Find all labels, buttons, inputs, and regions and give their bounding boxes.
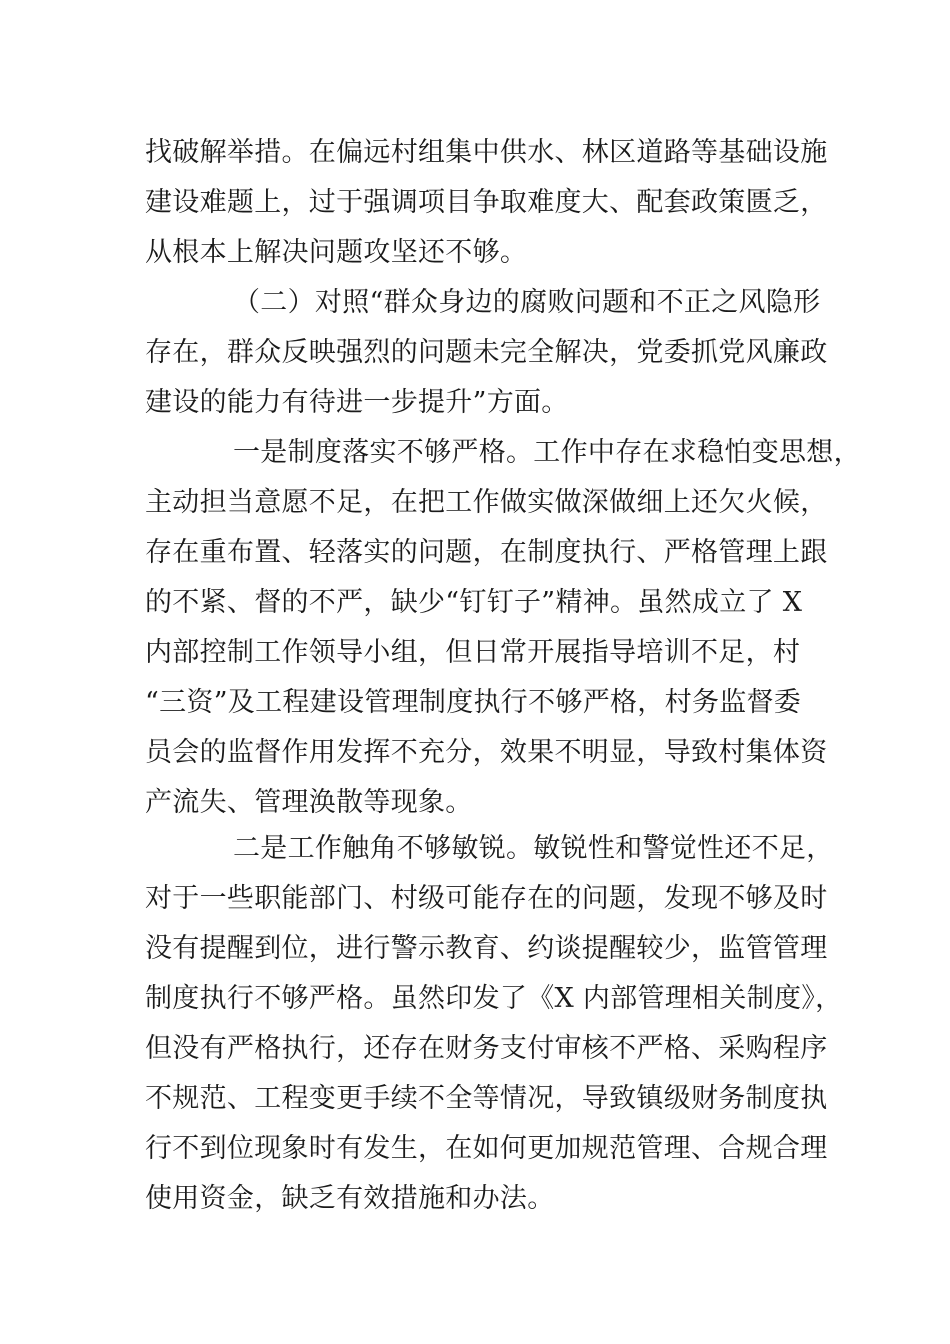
text-line: 建设的能力有待进一步提升”方面。 xyxy=(145,387,569,418)
text-line: 主动担当意愿不足，在把工作做实做深做细上还欠火候， xyxy=(145,487,828,518)
section-heading-line: （二）对照“群众身边的腐败问题和不正之风隐形 xyxy=(233,287,821,318)
paragraph-start-line: 二是工作触角不够敏锐。敏锐性和警觉性还不足， xyxy=(233,833,834,864)
text-line: 使用资金，缺乏有效措施和办法。 xyxy=(145,1183,555,1214)
text-line: 的不紧、督的不严，缺少“钉钉子”精神。虽然成立了 X xyxy=(145,587,803,618)
text-line: 不规范、工程变更手续不全等情况，导致镇级财务制度执 xyxy=(145,1083,828,1114)
text-line: 对于一些职能部门、村级可能存在的问题，发现不够及时 xyxy=(145,883,828,914)
text-line: 产流失、管理涣散等现象。 xyxy=(145,787,473,818)
text-line: 内部控制工作领导小组，但日常开展指导培训不足，村 xyxy=(145,637,801,668)
text-line: “三资”及工程建设管理制度执行不够严格，村务监督委 xyxy=(145,687,802,718)
text-line: 员会的监督作用发挥不充分，效果不明显，导致村集体资 xyxy=(145,737,828,768)
text-line: 存在重布置、轻落实的问题，在制度执行、严格管理上跟 xyxy=(145,537,828,568)
text-line: 存在，群众反映强烈的问题未完全解决，党委抓党风廉政 xyxy=(145,337,828,368)
paragraph-start-line: 一是制度落实不够严格。工作中存在求稳怕变思想， xyxy=(233,437,861,468)
text-line: 建设难题上，过于强调项目争取难度大、配套政策匮乏， xyxy=(145,187,828,218)
text-line: 制度执行不够严格。虽然印发了《X 内部管理相关制度》， xyxy=(145,983,843,1014)
text-line: 找破解举措。在偏远村组集中供水、林区道路等基础设施 xyxy=(145,137,828,168)
text-line: 行不到位现象时有发生，在如何更加规范管理、合规合理 xyxy=(145,1133,828,1164)
text-line: 从根本上解决问题攻坚还不够。 xyxy=(145,237,528,268)
text-line: 但没有严格执行，还存在财务支付审核不严格、采购程序 xyxy=(145,1033,828,1064)
text-line: 没有提醒到位，进行警示教育、约谈提醒较少，监管管理 xyxy=(145,933,828,964)
